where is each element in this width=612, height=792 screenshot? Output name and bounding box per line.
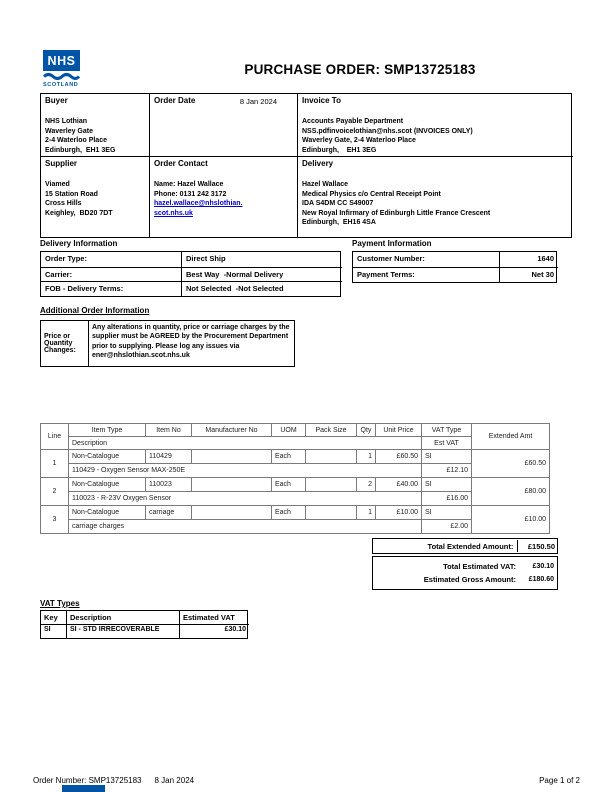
pack-size [306, 478, 357, 492]
vat-description: SI - STD IRRECOVERABLE [66, 625, 179, 639]
address-line: Waverley Gate, 2-4 Waterloo Place [302, 137, 416, 144]
estimated-totals-box [372, 556, 558, 590]
address-line: 15 Station Road [45, 190, 98, 198]
address-line: 2-4 Waterloo Place [45, 137, 107, 144]
unit-price: £40.00 [376, 478, 422, 492]
contact-phone: Phone: 0131 242 3172 [154, 190, 227, 198]
uom: Each [272, 450, 306, 464]
total-estimated-vat-label: Total Estimated VAT: [443, 561, 516, 571]
order-header-table [40, 93, 572, 238]
extended-amt: £10.00 [472, 506, 550, 534]
col-header-unit-price: Unit Price [376, 424, 422, 437]
col-header-description: Description [69, 437, 422, 450]
item-description: 110429 - Oxygen Sensor MAX-250E [69, 464, 422, 478]
info-row-label: Carrier: [41, 267, 181, 282]
page-title: PURCHASE ORDER: SMP13725183 [244, 62, 476, 77]
info-row-label: Payment Terms: [353, 267, 499, 282]
nhs-wave-icon [43, 72, 80, 81]
payment-information-title: Payment Information [352, 239, 432, 248]
address-line: Medical Physics c/o Central Receipt Point [302, 190, 441, 198]
unit-price: £60.50 [376, 450, 422, 464]
address-line: NSS.pdfinvoicelothian@nhs.scot (INVOICES ONLY) [302, 127, 473, 135]
address-line: NHS Lothian [45, 118, 87, 125]
info-row-value: Not Selected -Not Selected [181, 281, 342, 296]
col-header-item-no: Item No [146, 424, 192, 437]
address-line: Edinburgh, EH1 3EG [45, 146, 116, 154]
order-contact-label: Order Contact [154, 159, 208, 168]
address-line: Edinburgh, EH1 3EG [302, 146, 377, 154]
footer-page-number: Page 1 of 2 [539, 776, 580, 785]
delivery-information-title: Delivery Information [40, 239, 118, 248]
address-line: Viamed [45, 181, 70, 188]
qty: 1 [357, 506, 376, 520]
col-header-extended-amt: Extended Amt [472, 424, 550, 450]
uom: Each [272, 478, 306, 492]
estimated-gross-amount-value: £180.60 [528, 576, 554, 584]
line-item-row [41, 478, 550, 492]
order-date-value: 8 Jan 2024 [239, 97, 277, 106]
nhs-logo-icon [43, 50, 80, 71]
line-number: 3 [41, 506, 69, 534]
address-line: Accounts Payable Department [302, 118, 404, 125]
est-vat: £2.00 [422, 520, 472, 534]
vat-type: SI [422, 478, 472, 492]
vat-types-table [40, 610, 248, 639]
footer-order-number: Order Number: SMP13725183 [33, 776, 142, 785]
price-quantity-changes-text: Any alterations in quantity, price or carriage charges by the supplier must be AGREED by the Procurement Department prior to supplying. Please log any issues via ener@nhslothian.scot.nhs.uk [92, 324, 290, 359]
buyer-address [45, 117, 145, 155]
additional-order-information-table [40, 320, 295, 367]
total-extended-amount-value: £150.50 [517, 540, 557, 552]
total-extended-amount-label: Total Extended Amount: [427, 541, 514, 551]
unit-price: £10.00 [376, 506, 422, 520]
item-no: 110023 [146, 478, 192, 492]
address-line: New Royal Infirmary of Edinburgh Little France Crescent [302, 209, 491, 217]
extended-amt: £80.00 [472, 478, 550, 506]
delivery-address [302, 180, 569, 228]
vat-col-header-key: Key [41, 611, 66, 625]
line-number: 1 [41, 450, 69, 478]
col-header-est-vat: Est VAT [422, 437, 472, 450]
col-header-line: Line [41, 424, 69, 450]
item-type: Non-Catalogue [69, 450, 146, 464]
est-vat: £16.00 [422, 492, 472, 506]
vat-col-header-estimated-vat: Estimated VAT [179, 611, 249, 625]
delivery-cell [297, 156, 573, 237]
nhs-logo-region-text: SCOTLAND [43, 82, 79, 88]
info-row-label: Customer Number: [357, 254, 425, 263]
invoice-to-label: Invoice To [302, 96, 341, 105]
pack-size [306, 506, 357, 520]
vat-key: SI [44, 626, 51, 633]
address-line: Keighley, BD20 7DT [45, 209, 113, 217]
order-contact-details [154, 180, 293, 218]
info-row-value: Net 30 [499, 267, 558, 282]
vat-types-title: VAT Types [40, 599, 80, 608]
info-row-label: Order Type: [45, 254, 87, 263]
vat-estimated-vat: £30.10 [179, 625, 249, 639]
line-item-row [41, 506, 550, 520]
item-type: Non-Catalogue [69, 506, 146, 520]
delivery-information-table [40, 251, 341, 297]
nhs-scotland-logo [43, 50, 99, 88]
info-row-value: 1640 [499, 252, 558, 267]
qty: 2 [357, 478, 376, 492]
vat-type: SI [422, 506, 472, 520]
info-row-label: FOB - Delivery Terms: [41, 281, 181, 296]
vat-col-header-description: Description [66, 611, 179, 625]
line-items-table [40, 423, 550, 534]
line-number: 2 [41, 478, 69, 506]
items-header-row [41, 424, 550, 437]
supplier-label: Supplier [45, 159, 78, 168]
invoice-to-cell [297, 94, 573, 156]
supplier-address [45, 180, 145, 218]
contact-email-line[interactable]: scot.nhs.uk [154, 209, 193, 217]
info-row-value: Best Way -Normal Delivery [181, 267, 342, 282]
total-estimated-vat-value: £30.10 [532, 562, 554, 570]
footer-left [33, 776, 194, 785]
delivery-label: Delivery [302, 159, 334, 168]
address-line: Edinburgh, EH16 4SA [302, 219, 376, 226]
order-date-cell [149, 94, 297, 156]
payment-information-table [352, 251, 557, 283]
item-type: Non-Catalogue [69, 478, 146, 492]
total-estimated-vat-row [373, 562, 557, 571]
address-line: Waverley Gate [45, 127, 93, 135]
nhs-logo-text: NHS [47, 53, 76, 68]
address-line: IDA S4DM CC S49007 [302, 200, 374, 207]
pack-size [306, 450, 357, 464]
buyer-cell [41, 94, 149, 156]
buyer-label: Buyer [45, 96, 68, 105]
total-extended-amount-box [372, 538, 558, 554]
item-description: carriage charges [69, 520, 422, 534]
col-header-pack-size: Pack Size [306, 424, 357, 437]
supplier-cell [41, 156, 149, 237]
extended-amt: £60.50 [472, 450, 550, 478]
order-date-label: Order Date [154, 96, 196, 105]
est-vat: £12.10 [422, 464, 472, 478]
contact-email-line[interactable]: hazel.wallace@nhslothian. [154, 200, 243, 207]
price-quantity-changes-label: Price or Quantity Changes: [41, 321, 89, 366]
estimated-gross-amount-label: Estimated Gross Amount: [423, 575, 516, 585]
col-header-qty: Qty [357, 424, 376, 437]
col-header-uom: UOM [272, 424, 306, 437]
address-line: Hazel Wallace [302, 181, 349, 188]
col-header-manufacturer-no: Manufacturer No [192, 424, 272, 437]
vat-type: SI [422, 450, 472, 464]
invoice-to-address [302, 117, 569, 155]
item-no: 110429 [146, 450, 192, 464]
manufacturer-no [192, 478, 272, 492]
item-description: 110023 - R-23V Oxygen Sensor [69, 492, 422, 506]
estimated-gross-amount-row [373, 575, 557, 584]
info-row-value: Direct Ship [181, 252, 342, 267]
manufacturer-no [192, 506, 272, 520]
contact-email-link[interactable] [154, 199, 293, 218]
col-header-vat-type: VAT Type [422, 424, 472, 437]
address-line: Cross Hills [45, 200, 82, 207]
additional-order-information-title: Additional Order Information [40, 306, 150, 315]
qty: 1 [357, 450, 376, 464]
item-no: carriage [146, 506, 192, 520]
manufacturer-no [192, 450, 272, 464]
order-contact-cell [149, 156, 297, 237]
footer-date: 8 Jan 2024 [154, 776, 195, 785]
col-header-item-type: Item Type [69, 424, 146, 437]
next-page-logo-sliver [62, 785, 105, 792]
contact-name: Name: Hazel Wallace [154, 181, 224, 188]
uom: Each [272, 506, 306, 520]
line-item-row [41, 450, 550, 464]
